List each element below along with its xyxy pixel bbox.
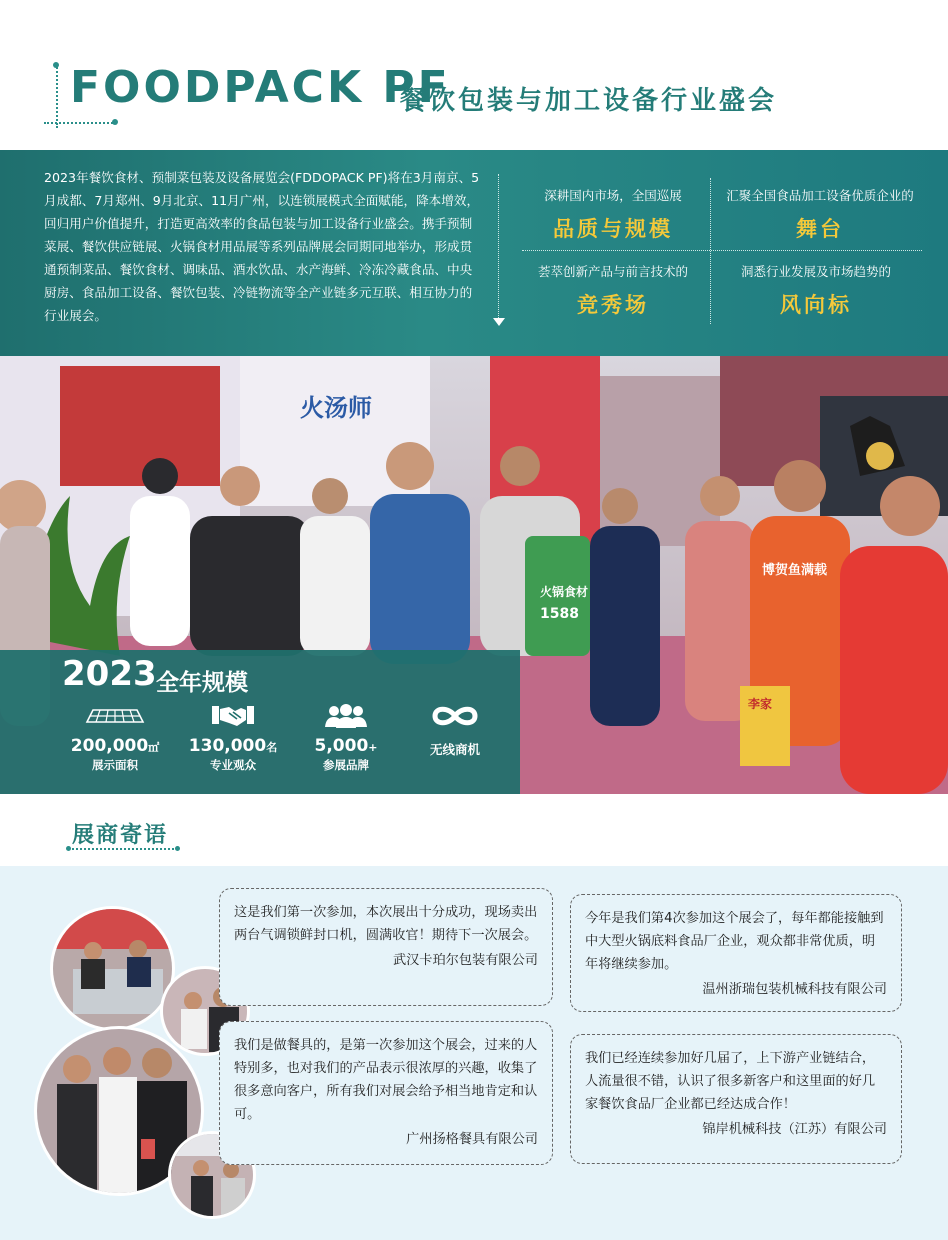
stat-number: 130,000 (188, 736, 267, 756)
grid-floor-icon (50, 702, 180, 730)
stats-scale-label: 全年规模 (156, 670, 248, 696)
page-header (0, 0, 948, 150)
testimonial-company: 温州浙瑞包装机械科技有限公司 (702, 982, 887, 997)
intro-paragraph: 2023年餐饮食材、预制菜包装及设备展览会(FDDOPACK PF)将在3月南京、5月成都、7月郑州、9月北京、11月广州，以连锁展模式全面赋能，降本增效，回归用户价值提升，打造更高效率的食品包装与加工设备行业盛会。携手预制菜展、餐饮供应链展、火锅食材用品展等系列品牌展会同期同地举办，形成贯通预制菜品、餐饮食材、调味品、酒水饮品、水产海鲜、冷冻冷藏食品、中央厨房、食品加工设备、餐饮包装、冷链物流等全产业链多元互联、相互协力的行业展会。 (44, 170, 480, 323)
stat-unit: 名 (266, 741, 278, 754)
section-decor-dot (175, 846, 180, 851)
section-title-underline (68, 848, 178, 850)
feature-title: 舞台 (796, 216, 844, 241)
stat-unit: + (368, 741, 378, 754)
testimonial-text: 我们已经连续参加好几届了，上下游产业链结合，人流量很不错，认识了很多新客户和这里面的好几家餐饮食品厂企业都已经达成合作！ (585, 1051, 876, 1112)
intro-band (0, 150, 948, 356)
booth-sign: 火汤师 (300, 394, 372, 422)
testimonial-card (219, 1021, 553, 1165)
stat-label: 无线商机 (429, 742, 480, 757)
annual-scale-panel (0, 650, 520, 794)
stat-number: 5,000 (314, 736, 369, 756)
feature-desc: 洞悉行业发展及市场趋势的 (740, 264, 891, 279)
stat-unit: ㎡ (148, 741, 160, 754)
page-title: FOODPACK PF (70, 62, 451, 113)
feature-desc: 荟萃创新产品与前言技术的 (537, 264, 688, 279)
feature-grid-horizontal-line (522, 250, 922, 251)
feature-showcase (513, 262, 713, 319)
testimonial-text: 这是我们第一次参加，本次展出十分成功，现场卖出两台气调锁鲜封口机，圆满收官！期待下一次展会。 (234, 905, 538, 943)
feature-quality-scale (513, 186, 713, 243)
stat-number: 200,000 (70, 736, 149, 756)
header-decor-dot (53, 62, 59, 68)
page-subtitle: 餐饮包装与加工设备行业盛会 (400, 86, 778, 116)
shirt-text: 博贺鱼满载 (762, 563, 828, 578)
arrow-down-icon (493, 318, 505, 326)
feature-title: 竞秀场 (577, 292, 649, 317)
testimonials-header (0, 794, 948, 866)
testimonial-text: 今年是我们第4次参加这个展会了，每年都能接触到中大型火锅底料食品厂企业，观众都非常优质，明年将继续参加。 (585, 911, 884, 972)
testimonial-company: 广州扬格餐具有限公司 (406, 1132, 538, 1147)
feature-trend (716, 262, 916, 319)
section-title: 展商寄语 (72, 823, 169, 848)
bag-number: 1588 (540, 606, 579, 622)
stat-visitors (168, 702, 298, 773)
section-decor-dot (66, 846, 71, 851)
feature-title: 品质与规模 (553, 216, 673, 241)
testimonials-section (0, 866, 948, 1240)
exhibitor-photo-circle (50, 906, 175, 1031)
testimonial-card (219, 888, 553, 1006)
bag-text: 火锅食材 (540, 585, 589, 599)
stat-exhibition-area (50, 702, 180, 773)
feature-stage (720, 186, 920, 243)
stat-opportunities (390, 702, 520, 758)
testimonial-card (570, 894, 902, 1012)
stat-label: 展示面积 (92, 758, 138, 772)
box-text: 李家 (748, 697, 773, 711)
header-decor-horizontal-line (44, 122, 116, 124)
testimonial-card (570, 1034, 902, 1164)
testimonial-company: 武汉卡珀尔包装有限公司 (392, 953, 538, 968)
header-decor-dot (112, 119, 118, 125)
testimonial-text: 我们是做餐具的，是第一次参加这个展会，过来的人特别多，也对我们的产品表示很浓厚的兴趣，收集了很多意向客户，所有我们对展会给予相当地肯定和认可。 (234, 1038, 538, 1122)
feature-title: 风向标 (780, 292, 852, 317)
infinity-icon (390, 702, 520, 730)
testimonial-company: 锦岸机械科技（江苏）有限公司 (702, 1122, 887, 1137)
intro-divider (498, 174, 499, 322)
handshake-icon (168, 702, 298, 730)
feature-desc: 汇聚全国食品加工设备优质企业的 (726, 188, 914, 203)
stats-year: 2023 (62, 654, 157, 694)
feature-desc: 深耕国内市场，全国巡展 (544, 188, 682, 203)
stat-label: 参展品牌 (323, 758, 369, 772)
stat-label: 专业观众 (210, 758, 256, 772)
header-decor-vertical-line (56, 64, 58, 128)
